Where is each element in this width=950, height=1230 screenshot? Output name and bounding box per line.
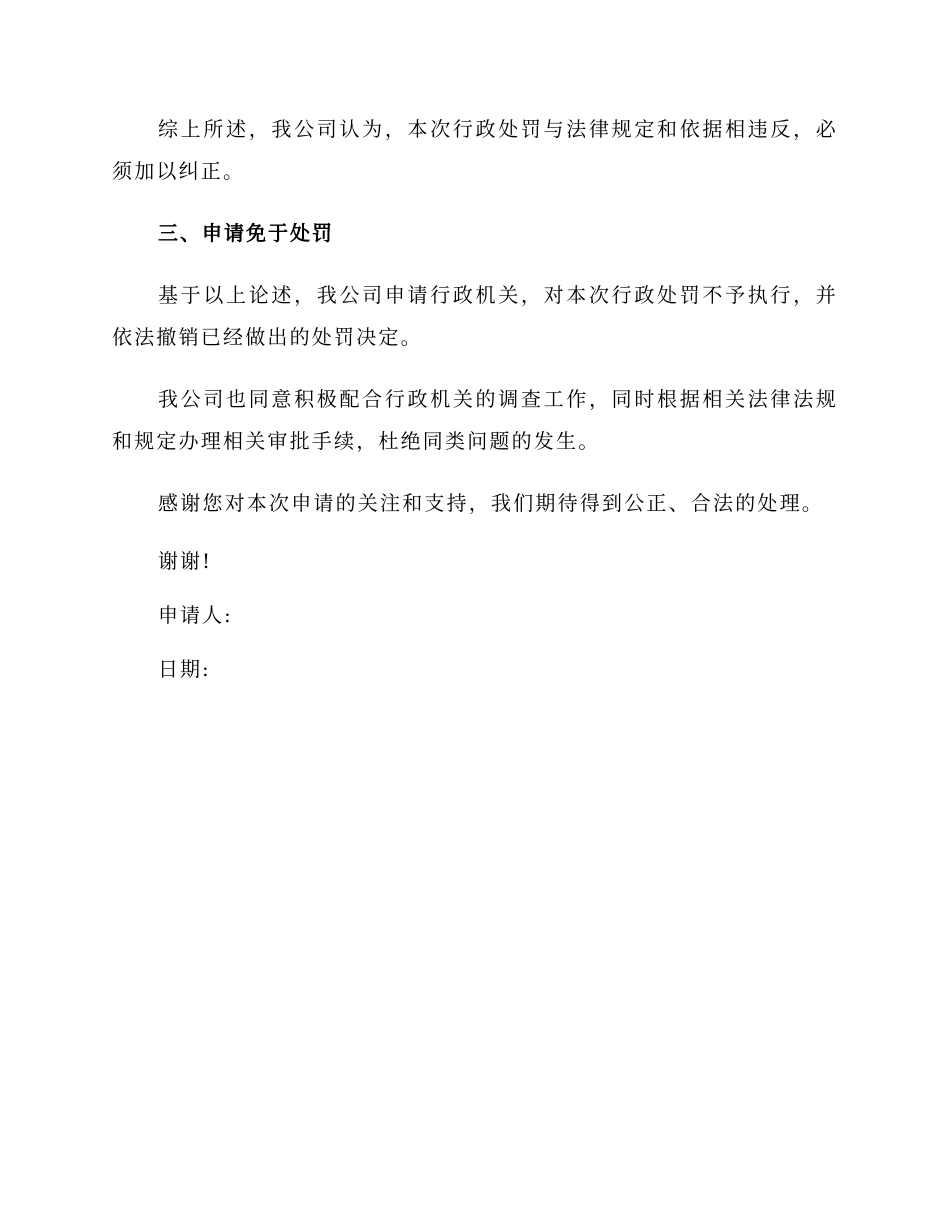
closing-text: 谢谢!	[158, 549, 213, 573]
thanks-paragraph: 感谢您对本次申请的关注和支持，我们期待得到公正、合法的处理。	[158, 491, 824, 515]
conclusion-paragraph: 综上所述，我公司认为，本次行政处罚与法律规定和依据相违反，必须加以纠正。	[112, 117, 838, 183]
section-heading-exemption: 三、申请免于处罚	[158, 221, 334, 245]
cooperation-paragraph: 我公司也同意积极配合行政机关的调查工作，同时根据相关法律法规和规定办理相关审批手续，杜绝同类问题的发生。	[112, 387, 838, 453]
date-label: 日期:	[158, 657, 211, 681]
applicant-label: 申请人:	[158, 603, 233, 627]
request-paragraph: 基于以上论述，我公司申请行政机关，对本次行政处罚不予执行，并依法撤销已经做出的处罚决定。	[112, 283, 838, 349]
